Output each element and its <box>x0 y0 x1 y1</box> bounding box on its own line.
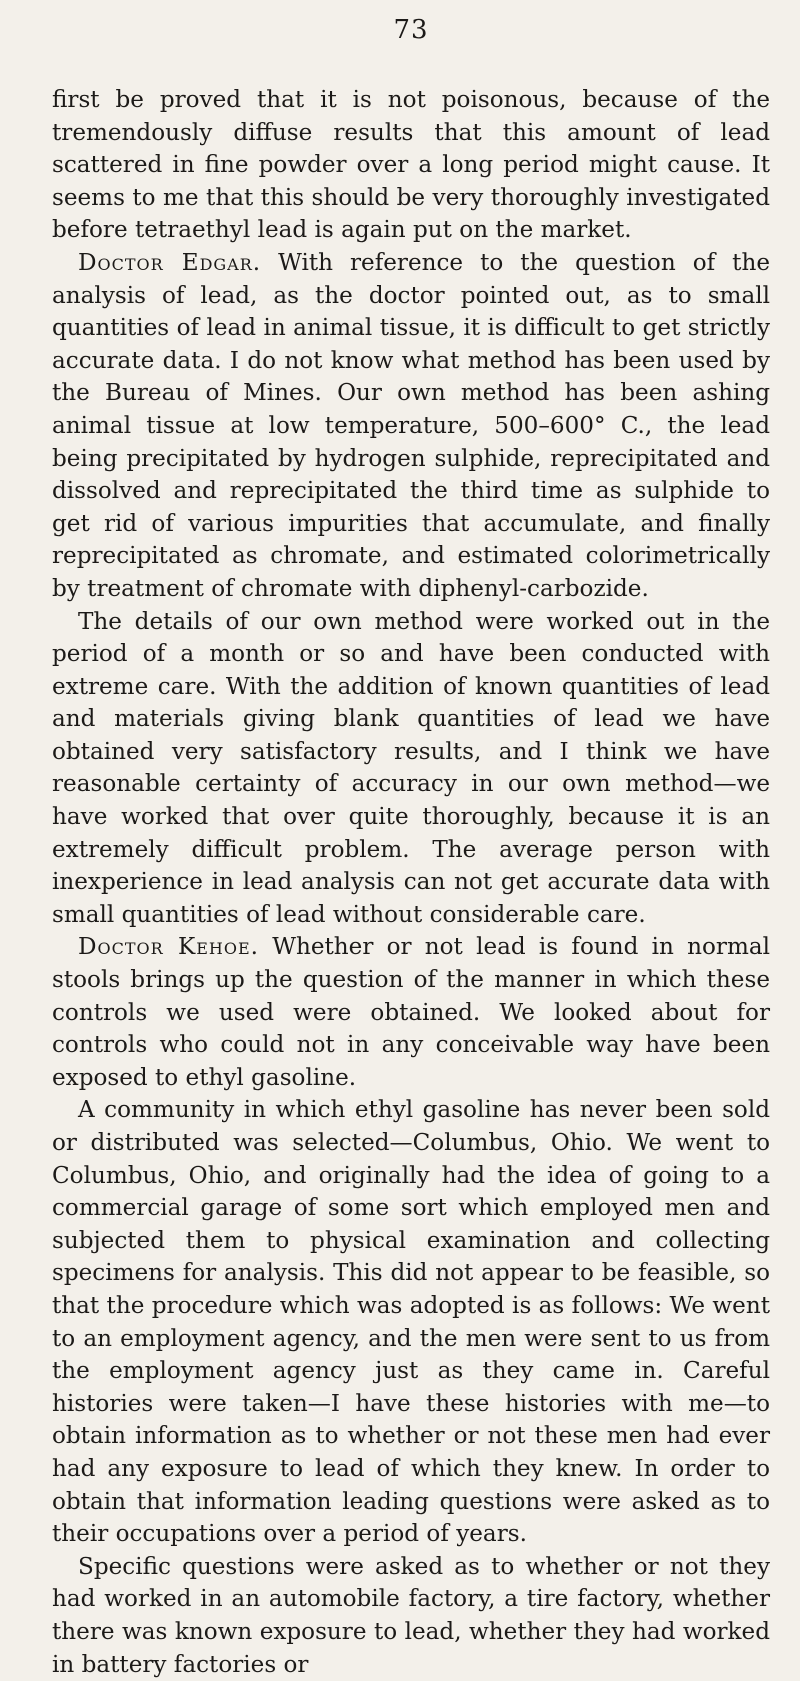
paragraph-6 <box>52 1551 770 1681</box>
paragraph-1 <box>52 84 770 247</box>
speaker-edgar: Doctor Edgar. <box>78 249 262 276</box>
page-number: 73 <box>393 15 429 45</box>
speaker-kehoe: Doctor Kehoe. <box>78 934 259 961</box>
paragraph-5-text: A community in which ethyl gasoline has never been sold or distributed was selected—Columbus, Ohio. We went to Columbus, Ohio, and originally had the idea of going to a commercial garage of some sort which employed men and subjected them to physical examination and collecting specimens for analysis. This did not appear to be feasible, so that the procedure which was adopted is as follows: We went to an employment agency, and the men were sent to us from the employment agency just as they came in. Careful histories were taken—I have these histories with me—to obtain information as to whether or not these men had ever had any exposure to lead of which they knew. In order to obtain that information leading questions were asked as to their occupations over a period of years. <box>52 1097 770 1548</box>
paragraph-5 <box>52 1094 770 1550</box>
paragraph-1-text: first be proved that it is not poisonous, because of the tremendously diffuse results that this amount of lead scattered in fine powder over a long period might cause. It seems to me that this should be very thoroughly investigated before tetraethyl lead is again put on the market. <box>52 87 770 244</box>
paragraph-3-text: The details of our own method were worked out in the period of a month or so and have been conducted with extreme care. With the addition of known quantities of lead and materials giving blank quantities of lead we have obtained very satisfactory results, and I think we have reasonable certainty of accuracy in our own method—we have worked that over quite thoroughly, because it is an extremely difficult problem. The average person with inexperience in lead analysis can not get accurate data with small quantities of lead without considerable care. <box>52 608 770 928</box>
paragraph-2 <box>52 247 770 606</box>
paragraph-4-text: Whether or not lead is found in normal stools brings up the question of the manner in which these controls we used were obtained. We looked about for controls who could not in any conceivable way have been exposed to ethyl gasoline. <box>52 934 770 1091</box>
paragraph-6-text: Specific questions were asked as to whether or not they had worked in an automobile factory, a tire factory, whether there was known exposure to lead, whether they had worked in battery factories or <box>52 1553 770 1678</box>
paragraph-2-text: With reference to the question of the analysis of lead, as the doctor pointed out, as to small quantities of lead in animal tissue, it is difficult to get strictly accurate data. I do not know what method has been used by the Bureau of Mines. Our own method has been ashing animal tissue at low temperature, 500–600° C., the lead being precipitated by hydrogen sulphide, reprecipitated and dissolved and reprecipitated the third time as sulphide to get rid of various impurities that accumulate, and finally reprecipitated as chromate, and estimated colorimetrically by treatment of chromate with diphenyl-carbozide. <box>52 249 770 602</box>
paragraph-4 <box>52 931 770 1094</box>
paragraph-3 <box>52 606 770 932</box>
